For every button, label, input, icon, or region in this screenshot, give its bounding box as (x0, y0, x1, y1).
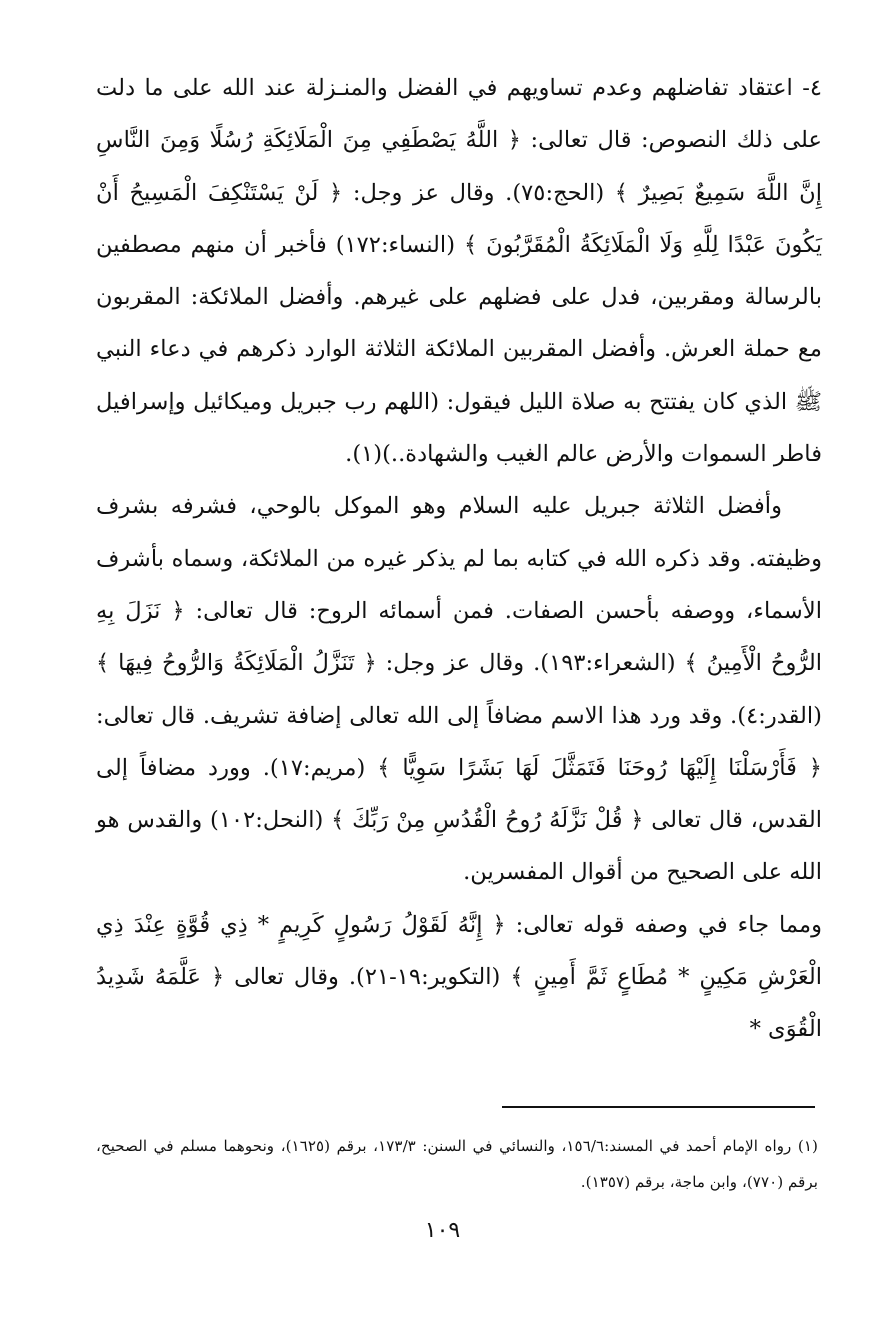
paragraph-3: ومما جاء في وصفه قوله تعالى: ﴿ إِنَّهُ لَقَوْلُ رَسُولٍ كَرِيمٍ * ذِي قُوَّةٍ عِنْدَ ذِي الْعَرْشِ مَكِينٍ * مُطَاعٍ ثَمَّ أَمِينٍ ﴾ (التكوير:١٩-٢١). وقال تعالى ﴿ عَلَّمَهُ شَدِيدُ الْقُوَى * (96, 911, 822, 1043)
footnote-1: (١) رواه الإمام أحمد في المسند:١٥٦/٦، والنسائي في السنن: ١٧٣/٣، برقم (١٦٢٥)، ونحوهما مسلم في الصحيح، برقم (٧٧٠)، وابن ماجة، برقم (١٣٥٧). (96, 1137, 818, 1191)
paragraph-2: وأفضل الثلاثة جبريل عليه السلام وهو الموكل بالوحي، فشرفه بشرف وظيفته. وقد ذكره الله في كتابه بما لم يذكر غيره من الملائكة، وسماه بأشرف الأسماء، ووصفه بأحسن الصفات. فمن أسمائه الروح: قال تعالى: ﴿ نَزَلَ بِهِ الرُّوحُ الْأَمِينُ ﴾ (الشعراء:١٩٣). وقال عز وجل: ﴿ تَنَزَّلُ الْمَلَائِكَةُ وَالرُّوحُ فِيهَا ﴾ (القدر:٤). وقد ورد هذا الاسم مضافاً إلى الله تعالى إضافة تشريف. قال تعالى: ﴿ فَأَرْسَلْنَا إِلَيْهَا رُوحَنَا فَتَمَثَّلَ لَهَا بَشَرًا سَوِيًّا ﴾ (مريم:١٧). وورد مضافاً إلى القدس، قال تعالى ﴿ قُلْ نَزَّلَهُ رُوحُ الْقُدُسِ مِنْ رَبِّكَ ﴾ (النحل:١٠٢) والقدس هو الله على الصحيح من أقوال المفسرين. (96, 493, 823, 886)
page-number: ١٠٩ (424, 1218, 461, 1243)
main-text (96, 62, 822, 1056)
footnotes (96, 1128, 818, 1200)
footnote-separator (502, 1106, 815, 1108)
paragraph-1: ٤- اعتقاد تفاضلهم وعدم تساويهم في الفضل والمنـزلة عند الله على ما دلت على ذلك النصوص: قال تعالى: ﴿ اللَّهُ يَصْطَفِي مِنَ الْمَلَائِكَةِ رُسُلًا وَمِنَ النَّاسِ إِنَّ اللَّهَ سَمِيعٌ بَصِيرٌ ﴾ (الحج:٧٥). وقال عز وجل: ﴿ لَنْ يَسْتَنْكِفَ الْمَسِيحُ أَنْ يَكُونَ عَبْدًا لِلَّهِ وَلَا الْمَلَائِكَةُ الْمُقَرَّبُونَ ﴾ (النساء:١٧٢) فأخبر أن منهم مصطفين بالرسالة ومقربين، فدل على فضلهم على غيرهم. وأفضل الملائكة: المقربون مع حملة العرش. وأفضل المقربين الملائكة الثلاثة الوارد ذكرهم في دعاء النبي ﷺ الذي كان يفتتح به صلاة الليل فيقول: (اللهم رب جبريل وميكائيل وإسرافيل فاطر السموات والأرض عالم الغيب والشهادة..)(١). (96, 75, 823, 468)
